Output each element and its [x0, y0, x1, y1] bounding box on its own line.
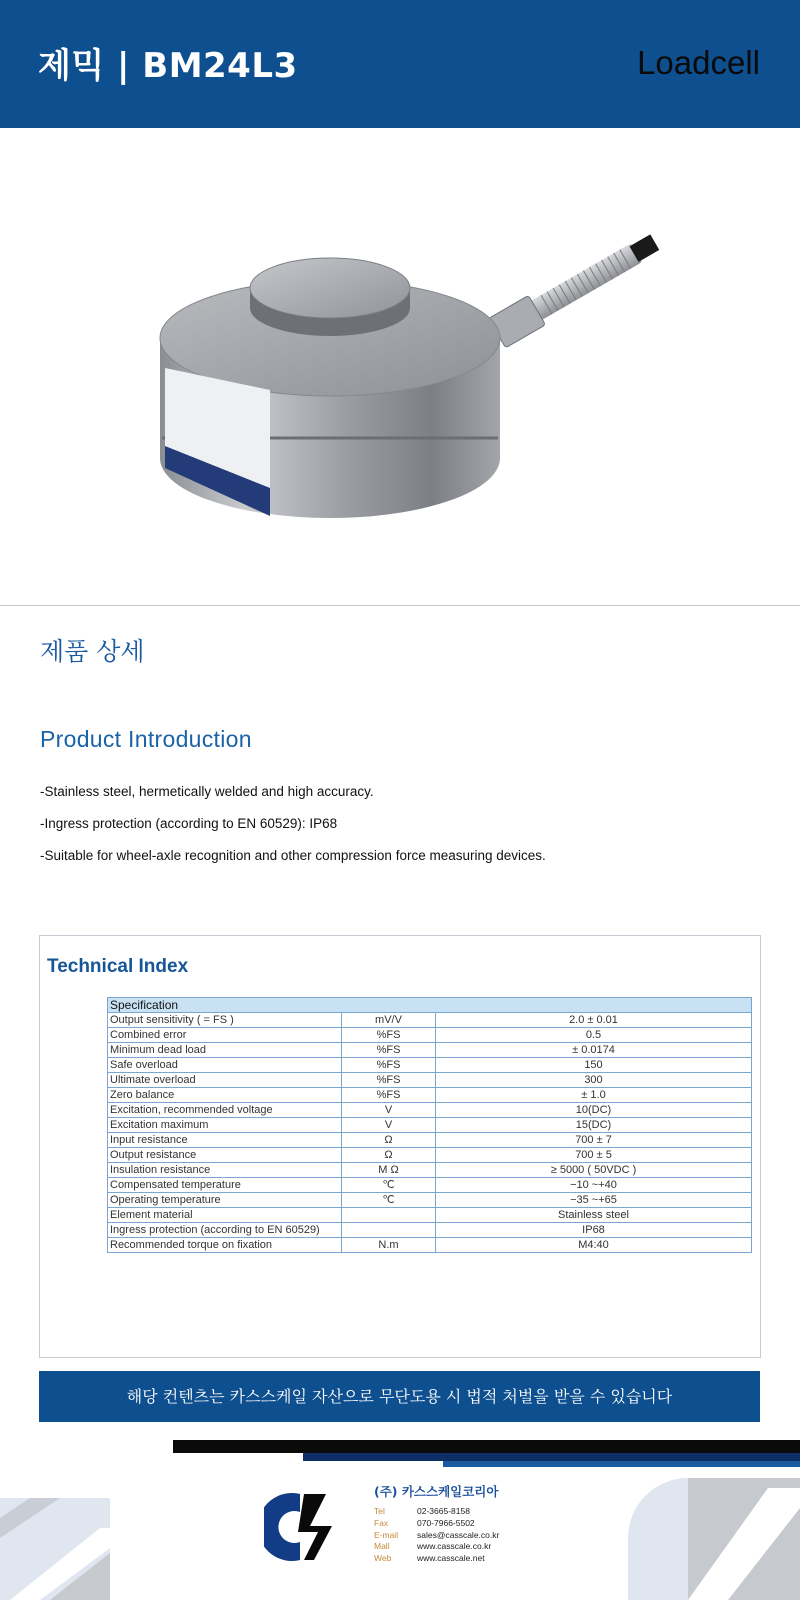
spec-value: 0.5: [436, 1028, 752, 1043]
spec-value: −10 ~+40: [436, 1178, 752, 1193]
spec-unit: M Ω: [342, 1163, 436, 1178]
table-row: [108, 1103, 752, 1118]
spec-header-cell: Specification: [108, 998, 752, 1013]
table-row: [108, 1013, 752, 1028]
spec-unit: %FS: [342, 1028, 436, 1043]
spec-unit: %FS: [342, 1073, 436, 1088]
contact-row-email: [374, 1530, 499, 1542]
spec-param: Excitation maximum: [108, 1118, 342, 1133]
spec-unit: mV/V: [342, 1013, 436, 1028]
company-logo-icon: [264, 1490, 344, 1564]
footer-stripe-bars: [0, 1440, 800, 1480]
technical-index-title: Technical Index: [47, 956, 189, 977]
spec-unit: %FS: [342, 1058, 436, 1073]
spec-value: 300: [436, 1073, 752, 1088]
spec-param: Input resistance: [108, 1133, 342, 1148]
intro-item: -Suitable for wheel-axle recognition and other compression force measuring devices.: [40, 848, 546, 863]
table-row: [108, 1133, 752, 1148]
spec-param: Safe overload: [108, 1058, 342, 1073]
contact-label: Tel: [374, 1506, 385, 1516]
spec-value: 150: [436, 1058, 752, 1073]
spec-value: IP68: [436, 1223, 752, 1238]
contact-label: Web: [374, 1553, 392, 1564]
contact-value[interactable]: www.casscale.net: [417, 1553, 485, 1564]
table-row: [108, 1148, 752, 1163]
spec-unit: ℃: [342, 1178, 436, 1193]
company-name: (주) 카스스케일코리아: [374, 1484, 499, 1499]
spec-value: 700 ± 7: [436, 1133, 752, 1148]
intro-list: [40, 782, 760, 878]
spec-param: Compensated temperature: [108, 1178, 342, 1193]
product-introduction-heading: Product Introduction: [40, 726, 252, 752]
contact-label: Mall: [374, 1541, 390, 1552]
product-title: 제믹 | BM24L3: [38, 46, 298, 86]
spec-param: Minimum dead load: [108, 1043, 342, 1058]
intro-item: -Ingress protection (according to EN 60529): IP68: [40, 816, 338, 831]
spec-value: 15(DC): [436, 1118, 752, 1133]
table-row: [108, 1223, 752, 1238]
spec-unit: [342, 1223, 436, 1238]
spec-unit: Ω: [342, 1133, 436, 1148]
table-row: [108, 1088, 752, 1103]
spec-value: ± 1.0: [436, 1088, 752, 1103]
spec-value: −35 ~+65: [436, 1193, 752, 1208]
spec-unit: Ω: [342, 1148, 436, 1163]
spec-param: Output sensitivity ( = FS ): [108, 1013, 342, 1028]
page-header: [0, 0, 800, 128]
table-row: [108, 1028, 752, 1043]
table-row: [108, 1178, 752, 1193]
contact-value: 02-3665-8158: [417, 1506, 470, 1516]
table-row: [108, 1043, 752, 1058]
decorative-stripes-left: [0, 1498, 110, 1600]
contact-value[interactable]: www.casscale.co.kr: [417, 1541, 492, 1552]
spec-param: Insulation resistance: [108, 1163, 342, 1178]
table-row: [108, 1238, 752, 1253]
table-row: [108, 1193, 752, 1208]
contact-row-fax: [374, 1518, 499, 1530]
spec-table-header: [108, 998, 752, 1013]
technical-index-panel: [39, 935, 761, 1358]
contact-row-web: [374, 1553, 499, 1565]
spec-param: Ingress protection (according to EN 60529): [108, 1223, 342, 1238]
spec-unit: N.m: [342, 1238, 436, 1253]
product-image-area: [0, 128, 800, 606]
contact-label: E-mail: [374, 1529, 399, 1540]
contact-row-mall: [374, 1541, 499, 1553]
spec-param: Output resistance: [108, 1148, 342, 1163]
category-label: Loadcell: [637, 44, 760, 81]
spec-value: ± 0.0174: [436, 1043, 752, 1058]
spec-unit: V: [342, 1118, 436, 1133]
spec-param: Ultimate overload: [108, 1073, 342, 1088]
spec-value: Stainless steel: [436, 1208, 752, 1223]
spec-unit: V: [342, 1103, 436, 1118]
table-row: [108, 1208, 752, 1223]
spec-table: [107, 997, 752, 1253]
spec-value: ≥ 5000 ( 50VDC ): [436, 1163, 752, 1178]
contact-row-tel: [374, 1506, 499, 1518]
spec-value: 2.0 ± 0.01: [436, 1013, 752, 1028]
spec-param: Element material: [108, 1208, 342, 1223]
spec-param: Operating temperature: [108, 1193, 342, 1208]
spec-unit: %FS: [342, 1043, 436, 1058]
spec-unit: [342, 1208, 436, 1223]
table-row: [108, 1058, 752, 1073]
contact-value: 070-7966-5502: [417, 1517, 475, 1528]
loadcell-product-photo: [0, 128, 800, 606]
spec-param: Excitation, recommended voltage: [108, 1103, 342, 1118]
spec-value: M4:40: [436, 1238, 752, 1253]
copyright-notice-banner: 해당 컨텐츠는 카스스케일 자산으로 무단도용 시 법적 처벌을 받을 수 있습니다: [39, 1371, 760, 1422]
contact-label: Fax: [374, 1517, 389, 1528]
spec-unit: %FS: [342, 1088, 436, 1103]
contact-list: [374, 1506, 499, 1565]
spec-param: Zero balance: [108, 1088, 342, 1103]
spec-param: Combined error: [108, 1028, 342, 1043]
table-row: [108, 1163, 752, 1178]
table-row: [108, 1118, 752, 1133]
spec-value: 700 ± 5: [436, 1148, 752, 1163]
section-divider: [0, 605, 800, 606]
table-row: [108, 1073, 752, 1088]
intro-item: -Stainless steel, hermetically welded and high accuracy.: [40, 784, 374, 799]
decorative-shape-right: [628, 1478, 800, 1600]
product-detail-heading: 제품 상세: [40, 637, 145, 666]
spec-value: 10(DC): [436, 1103, 752, 1118]
spec-param: Recommended torque on fixation: [108, 1238, 342, 1253]
spec-unit: ℃: [342, 1193, 436, 1208]
contact-value[interactable]: sales@casscale.co.kr: [417, 1529, 500, 1540]
